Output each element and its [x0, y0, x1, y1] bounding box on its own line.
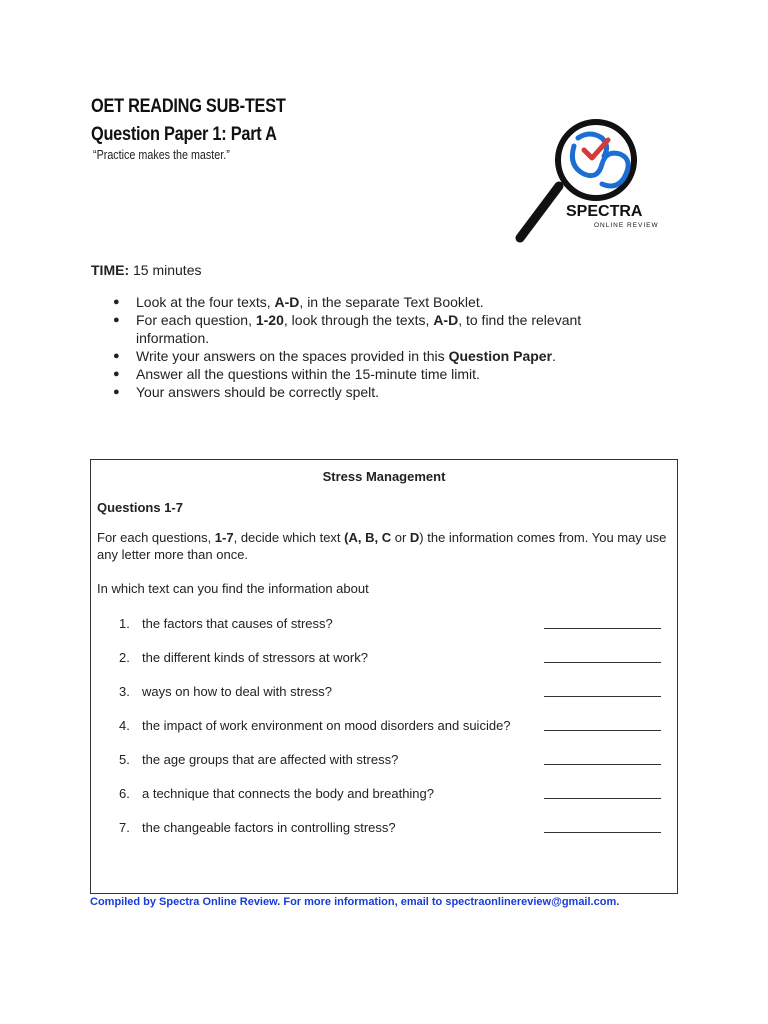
magnifying-glass-logo-icon	[508, 116, 668, 251]
question-prompt: In which text can you find the information about	[97, 581, 369, 596]
question-item: 1. the factors that causes of stress?	[119, 616, 659, 634]
question-item: 2. the different kinds of stressors at work?	[119, 650, 659, 668]
instruction-item: ● Write your answers on the spaces provided in this Question Paper.	[113, 347, 633, 365]
question-item: 7. the changeable factors in controlling stress?	[119, 820, 659, 838]
question-item: 3. ways on how to deal with stress?	[119, 684, 659, 702]
question-item: 4. the impact of work environment on mood disorders and suicide?	[119, 718, 659, 736]
question-instruction: For each questions, 1-7, decide which text (A, B, C or D) the information comes from. You may use any letter more than once.	[97, 530, 667, 562]
question-box	[90, 459, 678, 894]
instruction-item: ● Your answers should be correctly spelt.	[113, 383, 633, 401]
instruction-item: ● For each question, 1-20, look through the texts, A-D, to find the relevant information.	[113, 311, 633, 347]
answer-blank[interactable]	[544, 764, 661, 765]
spectra-logo	[508, 116, 668, 251]
answer-blank[interactable]	[544, 662, 661, 663]
answer-blank[interactable]	[544, 832, 661, 833]
logo-subtitle: ONLINE REVIEW	[594, 222, 659, 229]
instructions-list	[113, 293, 633, 401]
time-value: 15 minutes	[133, 262, 202, 278]
motto: “Practice makes the master.”	[93, 148, 230, 162]
logo-name: SPECTRA	[566, 203, 643, 220]
instruction-item: ● Look at the four texts, A-D, in the separate Text Booklet.	[113, 293, 633, 311]
document-subtitle: Question Paper 1: Part A	[91, 124, 277, 145]
time-limit	[91, 262, 201, 278]
footer-note: Compiled by Spectra Online Review. For more information, email to spectraonlinereview@gmail.com.	[90, 896, 620, 908]
answer-blank[interactable]	[544, 628, 661, 629]
question-item: 5. the age groups that are affected with stress?	[119, 752, 659, 770]
time-label: TIME:	[91, 262, 130, 278]
document-title: OET READING SUB-TEST	[91, 96, 286, 117]
questions-heading: Questions 1-7	[97, 500, 183, 515]
answer-blank[interactable]	[544, 696, 661, 697]
answer-blank[interactable]	[544, 798, 661, 799]
question-item: 6. a technique that connects the body and breathing?	[119, 786, 659, 804]
answer-blank[interactable]	[544, 730, 661, 731]
section-title: Stress Management	[322, 469, 446, 484]
instruction-item: ● Answer all the questions within the 15-minute time limit.	[113, 365, 633, 383]
